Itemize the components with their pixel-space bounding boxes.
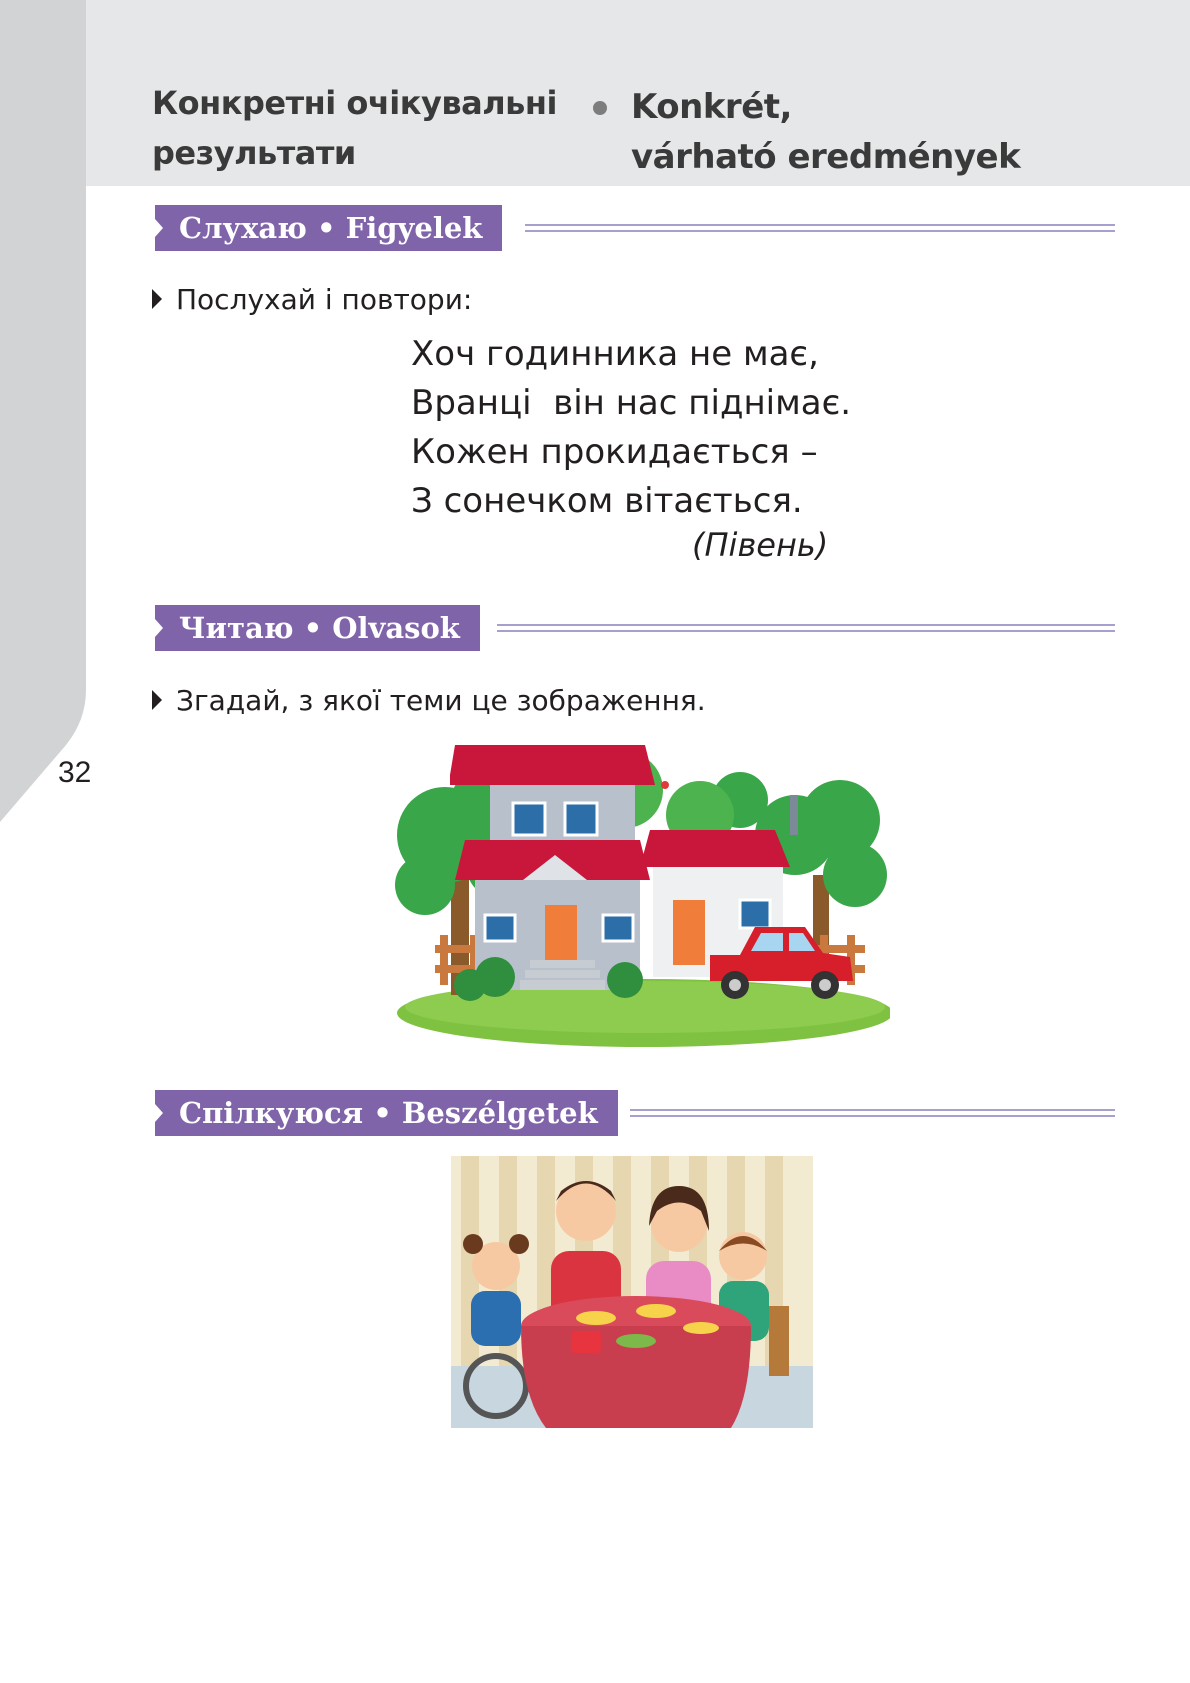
poem-line: Хоч годинника не має, [411, 334, 819, 374]
task-read: Згадай, з якої теми це зображення. [152, 684, 706, 717]
poem-line: Вранці він нас піднімає. [411, 383, 852, 423]
section-arrow-icon [155, 219, 163, 237]
poem-line: Кожен прокидається – [411, 432, 818, 472]
section-listen-label: Слухаю • Figyelek [155, 205, 502, 251]
task-listen: Послухай і повтори: [152, 283, 472, 316]
riddle-poem [411, 330, 851, 526]
side-band [0, 0, 86, 830]
house-illustration [395, 745, 890, 1050]
section-arrow-icon [155, 619, 163, 637]
title-separator-dot [593, 101, 607, 115]
section-speak-label: Спілкуюся • Beszélgetek [155, 1090, 618, 1136]
poem-line: З сонечком вітається. [411, 481, 803, 521]
section-listen-rule [525, 223, 1115, 233]
section-read-rule [497, 623, 1115, 633]
page-title-hungarian: Konkrét, várható eredmények [631, 87, 1021, 177]
page-title-ukrainian: Конкретні очікувальні результати [152, 84, 557, 172]
section-speak-rule [630, 1108, 1115, 1118]
riddle-answer: (Півень) [692, 526, 829, 564]
family-dinner-illustration [451, 1156, 813, 1428]
section-read-label: Читаю • Olvasok [155, 605, 480, 651]
section-arrow-icon [155, 1104, 163, 1122]
bullet-triangle-icon [152, 289, 162, 309]
bullet-triangle-icon [152, 690, 162, 710]
page-number: 32 [58, 756, 92, 789]
